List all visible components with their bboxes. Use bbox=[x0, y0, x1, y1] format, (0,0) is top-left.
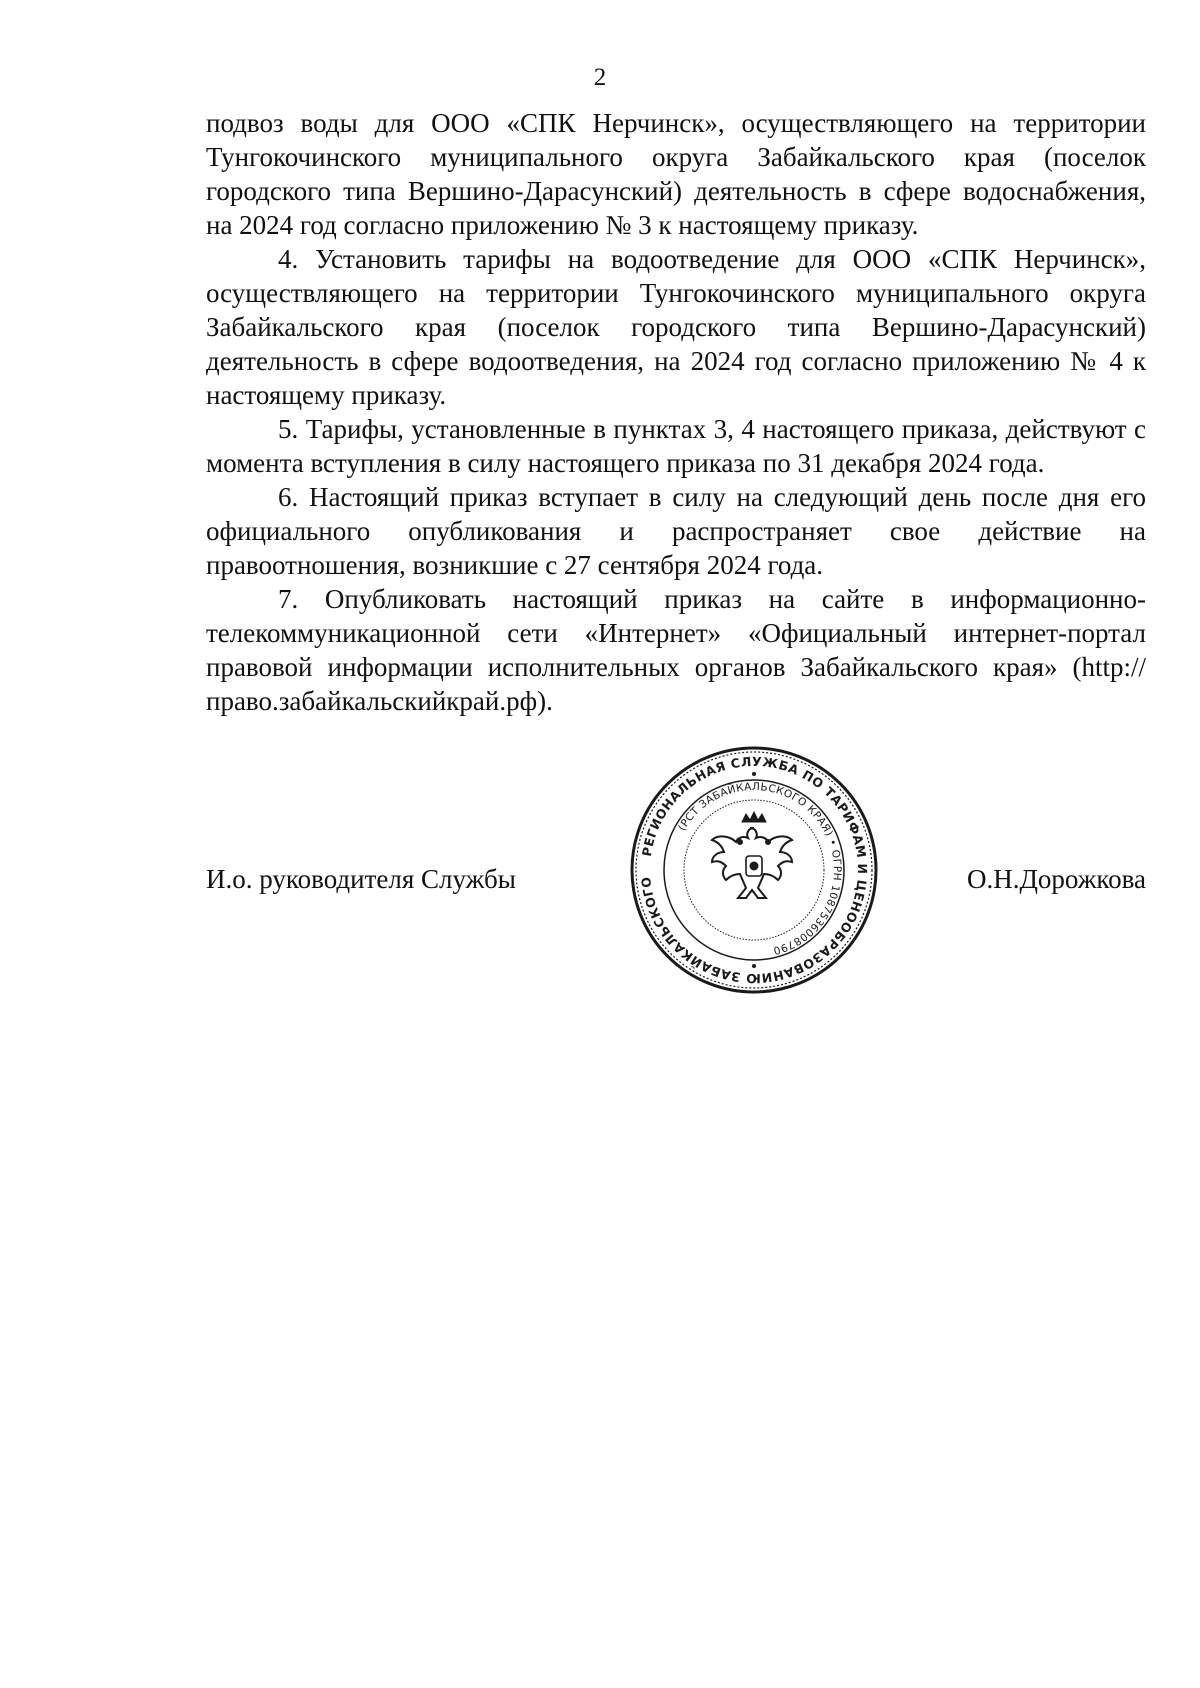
seal-inner-text: (РСТ ЗАБАЙКАЛЬСКОГО КРАЯ) • ОГРН 1087536008790 bbox=[676, 780, 844, 957]
paragraph-item-6: 6. Настоящий приказ вступает в силу на следующий день после дня его официального опубликования и распространяет свое действие на правоотношения, возникшие с 27 сентября 2024 года. bbox=[206, 482, 1146, 580]
paragraph-item-7: 7. Опубликовать настоящий приказ на сайте в информационно-телекоммуникационной сети «Интернет» «Официальный интернет-портал правовой информации исполнительных органов Забайкальского края» (http://право.забайкальскийкрай.рф). bbox=[206, 584, 1146, 716]
paragraph-item-5: 5. Тарифы, установленные в пунктах 3, 4 настоящего приказа, действуют с момента вступления в силу настоящего приказа по 31 декабря 2024 года. bbox=[206, 414, 1146, 478]
double-headed-eagle-icon bbox=[712, 812, 792, 898]
signatory-title: И.о. руководителя Службы bbox=[206, 864, 516, 894]
page-number: 2 bbox=[593, 64, 607, 91]
paragraph-item-4: 4. Установить тарифы на водоотведение для ООО «СПК Нерчинск», осуществляющего на территории Тунгокочинского муниципального округа Забайкальского края (поселок городского типа Вершино-Дарасунский) деятельность в сфере водоотведения, на 2024 год согласно приложению № 4 к настоящему приказу. bbox=[206, 244, 1146, 410]
signatory-name: О.Н.Дорожкова bbox=[966, 864, 1146, 894]
seal-outer-text: РЕГИОНАЛЬНАЯ СЛУЖБА ПО ТАРИФАМ И ЦЕНООБРАЗОВАНИЮ ЗАБАЙКАЛЬСКОГО bbox=[638, 753, 871, 987]
document-body bbox=[206, 106, 1146, 718]
seal-graphic bbox=[624, 746, 884, 994]
paragraph-continuation: подвоз воды для ООО «СПК Нерчинск», осуществляющего на территории Тунгокочинского муниципального округа Забайкальского края (поселок городского типа Вершино-Дарасунский) деятельность в сфере водоснабжения, на 2024 год согласно приложению № 3 к настоящему приказу. bbox=[206, 108, 1146, 240]
official-seal bbox=[624, 746, 884, 994]
